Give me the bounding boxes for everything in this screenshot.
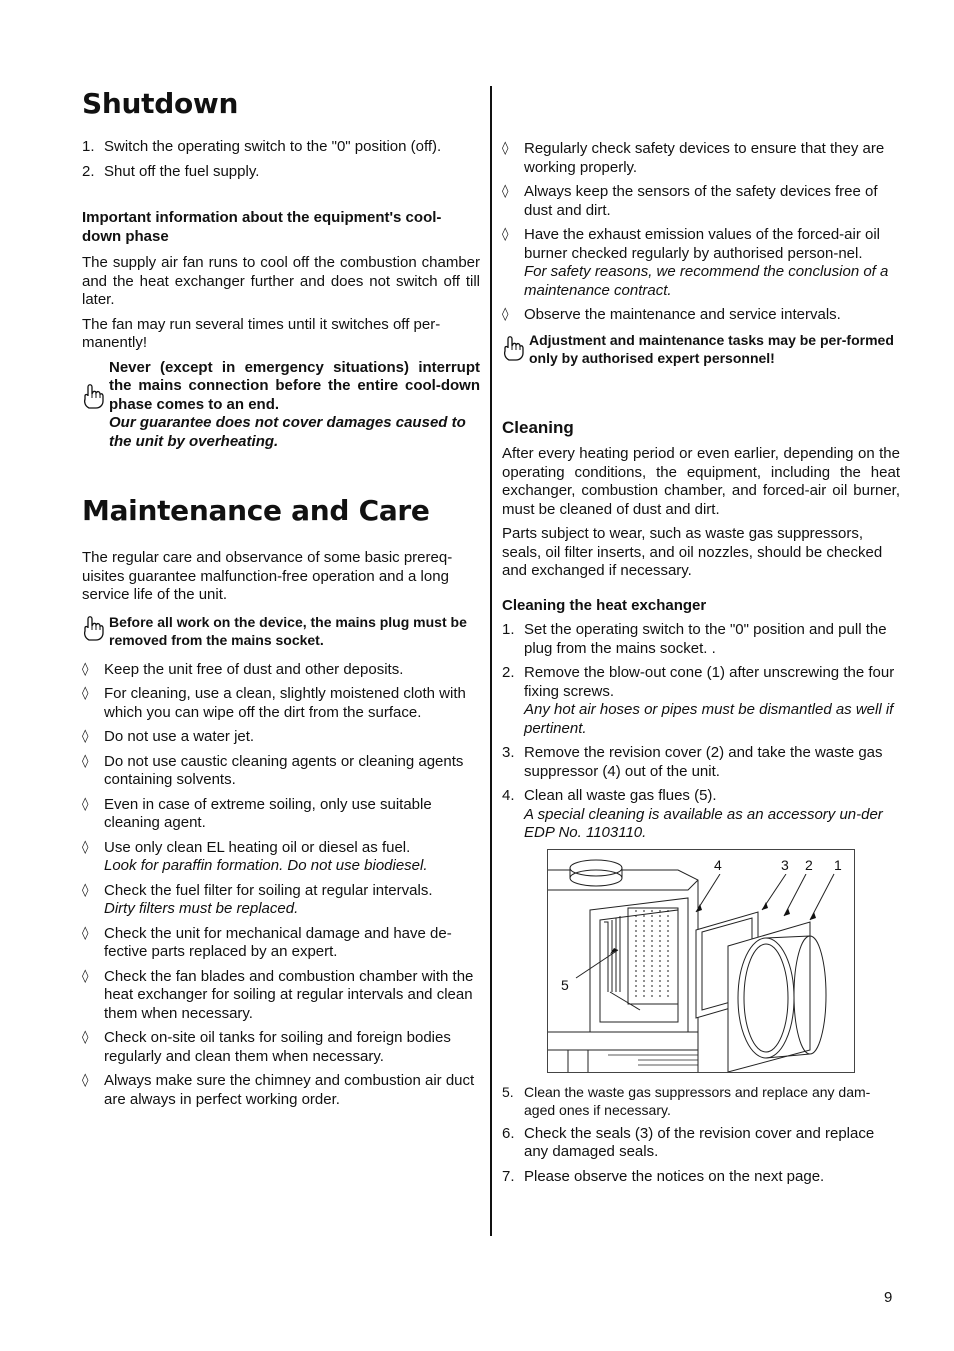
list-item: 5. Clean the waste gas suppressors and replace any dam-aged ones if necessary. bbox=[502, 1083, 871, 1118]
list-item: 6. Check the seals (3) of the revision cover and replace any damaged seals. bbox=[502, 1124, 875, 1160]
list-item: ◊ Check on-site oil tanks for soiling and foreign bodies regularly and clean them when necessary. bbox=[82, 1029, 451, 1065]
heat-exchanger-drawing bbox=[548, 850, 854, 1072]
hx-steps bbox=[502, 621, 900, 843]
page-number: 9 bbox=[884, 1289, 893, 1306]
left-column bbox=[82, 86, 480, 1115]
list-item: ◊ Do not use caustic cleaning agents or cleaning agents containing solvents. bbox=[82, 752, 464, 788]
column-divider bbox=[490, 86, 492, 1236]
list-item: ◊ Check the unit for mechanical damage and have de-fective parts replaced by an expert. bbox=[82, 924, 452, 960]
figure-label: 2 bbox=[805, 856, 813, 873]
safety-list bbox=[502, 140, 900, 325]
shutdown-title: Shutdown bbox=[82, 87, 239, 120]
overheating-warning bbox=[82, 359, 480, 452]
cleaning-paragraph: Parts subject to wear, such as waste gas suppressors, seals, oil filter inserts, and oil nozzles, should be checked and exchanged if necessary. bbox=[502, 525, 883, 579]
list-item: ◊ Observe the maintenance and service intervals. bbox=[502, 306, 841, 323]
expert-note: Adjustment and maintenance tasks may be per-formed only by authorised expert personnel! bbox=[502, 331, 900, 367]
list-item: ◊ Check the fuel filter for soiling at regular intervals. Dirty filters must be replaced. bbox=[82, 881, 433, 917]
right-column bbox=[502, 140, 900, 1192]
list-item: ◊ Use only clean EL heating oil or diesel as fuel. Look for paraffin formation. Do not use biodiesel. bbox=[82, 838, 428, 874]
figure-label: 1 bbox=[834, 856, 842, 873]
plug-note: Before all work on the device, the mains plug must be removed from the mains socket. bbox=[82, 613, 480, 649]
list-item: 1. Switch the operating switch to the "0" position (off). bbox=[82, 138, 442, 155]
figure-label: 4 bbox=[714, 856, 722, 873]
shutdown-steps bbox=[82, 138, 480, 181]
list-item: 4. Clean all waste gas flues (5). A special cleaning is available as an accessory un-der EDP No. 1103110. bbox=[502, 787, 883, 841]
maintenance-list bbox=[82, 661, 480, 1110]
list-item: 3. Remove the revision cover (2) and take the waste gas suppressor (4) out of the unit. bbox=[502, 744, 883, 780]
list-item: 2. Shut off the fuel supply. bbox=[82, 162, 260, 180]
maintenance-intro: The regular care and observance of some basic prereq-uisites guarantee malfunction-free operation and a long service life of the unit. bbox=[82, 549, 453, 603]
cleaning-paragraph: After every heating period or even earlier, depending on the operating conditions, the equipment, including the heat exchanger, combustion chamber, and forced-air oil burner, must be cleaned of dust and dirt. bbox=[502, 445, 900, 518]
figure-label: 3 bbox=[781, 856, 789, 873]
list-item: ◊ Always make sure the chimney and combustion air duct are always in perfect working order. bbox=[82, 1072, 475, 1108]
list-item: ◊ Check the fan blades and combustion chamber with the heat exchanger for soiling at regular intervals and clean them when necessary. bbox=[82, 967, 474, 1022]
list-item: ◊ Even in case of extreme soiling, only use suitable cleaning agent. bbox=[82, 795, 432, 831]
hx-steps-continued bbox=[502, 1083, 900, 1187]
list-item: ◊ For cleaning, use a clean, slightly moistened cloth with which you can wipe off the dirt from the surface. bbox=[82, 685, 466, 721]
figure-label: 5 bbox=[561, 976, 569, 993]
cooldown-paragraph: The supply air fan runs to cool off the combustion chamber and the heat exchanger further and does not switch off till later. bbox=[82, 254, 480, 308]
list-item: ◊ Always keep the sensors of the safety devices free of dust and dirt. bbox=[502, 183, 878, 219]
guarantee-text: Our guarantee does not cover damages caused to the unit by overheating. bbox=[109, 414, 466, 450]
heat-exchanger-figure bbox=[547, 849, 855, 1073]
list-item: ◊ Do not use a water jet. bbox=[82, 728, 255, 745]
maintenance-title: Maintenance and Care bbox=[82, 494, 430, 527]
list-item: ◊ Regularly check safety devices to ensure that they are working properly. bbox=[502, 140, 885, 176]
list-item: 2. Remove the blow-out cone (1) after unscrewing the four fixing screws. Any hot air hoses or pipes must be dismantled as well if pertinent. bbox=[502, 664, 895, 737]
cooldown-paragraph: The fan may run several times until it switches off per-manently! bbox=[82, 315, 441, 351]
pointing-hand-icon bbox=[82, 383, 104, 409]
pointing-hand-icon bbox=[82, 615, 104, 641]
warning-text: Never (except in emergency situations) interrupt the mains connection before the entire cool-down phase comes to an end. bbox=[109, 358, 480, 413]
hx-heading: Cleaning the heat exchanger bbox=[502, 596, 707, 614]
cleaning-title: Cleaning bbox=[502, 417, 574, 437]
list-item: 1. Set the operating switch to the "0" position and pull the plug from the mains socket. . bbox=[502, 621, 887, 657]
list-item: 7. Please observe the notices on the next page. bbox=[502, 1167, 825, 1185]
pointing-hand-icon bbox=[502, 335, 524, 361]
list-item: ◊ Keep the unit free of dust and other deposits. bbox=[82, 660, 404, 678]
cooldown-heading: Important information about the equipment's cool-down phase bbox=[82, 209, 442, 245]
list-item: ◊ Have the exhaust emission values of the forced-air oil burner checked regularly by authorised person-nel. For safety reasons, we recommend the conclusion of a maintenance contract. bbox=[502, 226, 889, 299]
